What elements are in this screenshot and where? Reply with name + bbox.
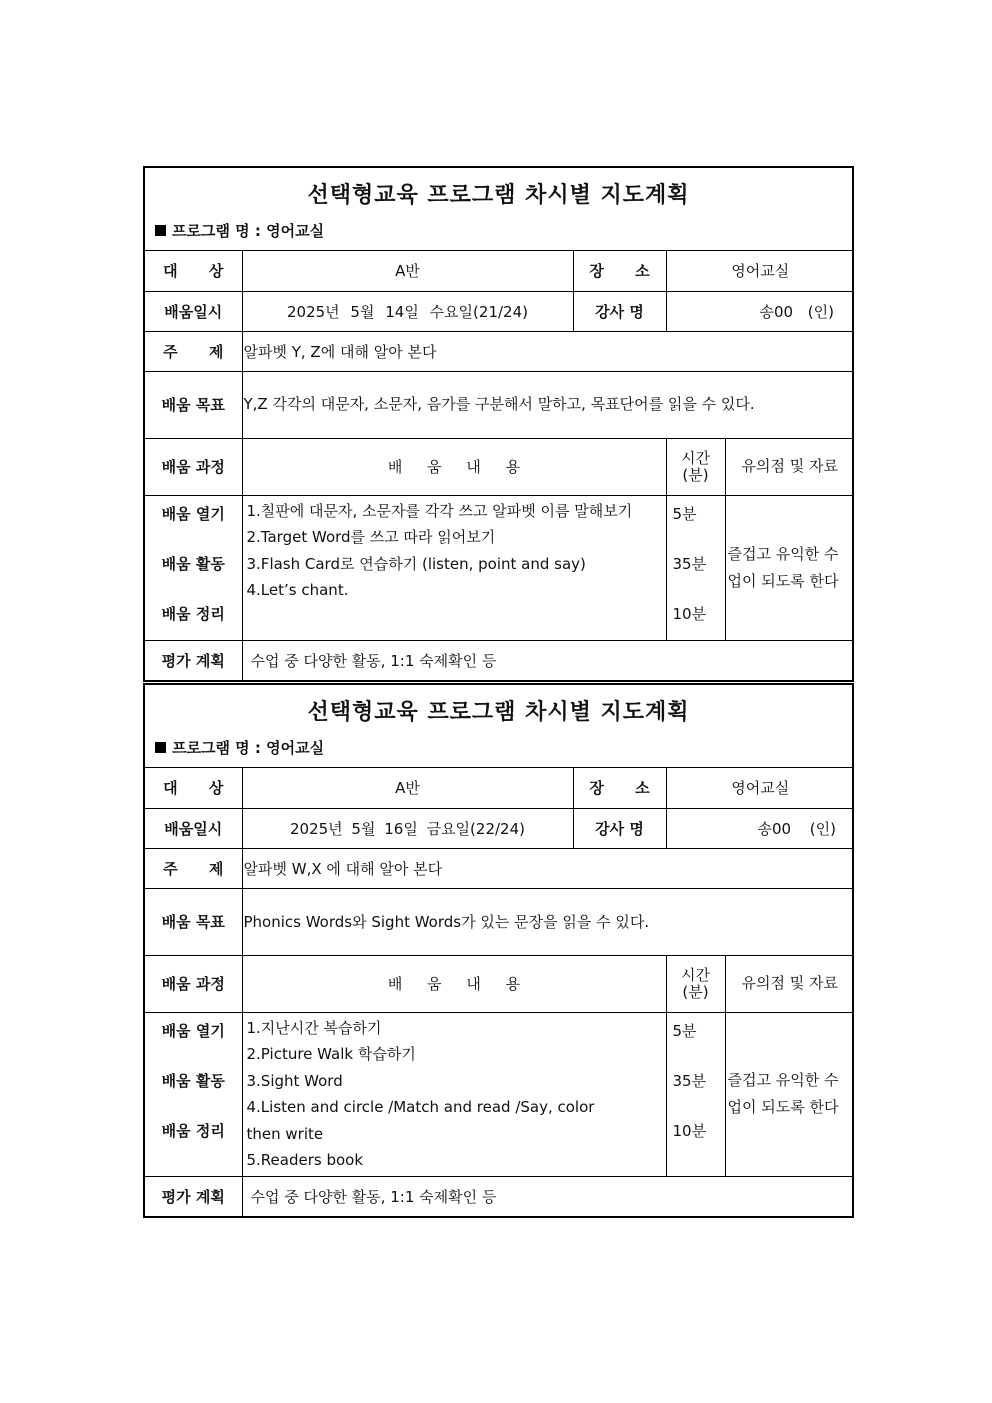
lesson-plan-1 bbox=[143, 166, 854, 682]
goal-value: Phonics Words와 Sight Words가 있는 문장을 읽을 수 있다. bbox=[242, 888, 854, 955]
program-name-line bbox=[155, 220, 324, 241]
goal-value: Y,Z 각각의 대문자, 소문자, 음가를 구분해서 말하고, 목표단어를 읽을 수 있다. bbox=[242, 371, 854, 438]
plan-title: 선택형교육 프로그램 차시별 지도계획 bbox=[307, 183, 690, 208]
notes-value: 즐겁고 유익한 수업이 되도록 한다 bbox=[725, 1012, 854, 1176]
place-label: 장 소 bbox=[573, 251, 666, 291]
goal-row bbox=[145, 371, 854, 438]
stage-close: 배움 정리 bbox=[161, 604, 225, 623]
stage-activity: 배움 활동 bbox=[161, 1071, 225, 1090]
goal-label: 배움 목표 bbox=[145, 371, 242, 438]
date-value: 2025년 5월 16일 금요일(22/24) bbox=[242, 808, 573, 848]
square-bullet-icon bbox=[155, 742, 166, 753]
target-value: A반 bbox=[242, 768, 573, 808]
time-activity: 35분 bbox=[672, 1071, 707, 1090]
time-values bbox=[666, 1012, 725, 1176]
content-header: 배 움 내 용 bbox=[242, 955, 666, 1012]
eval-value: 수업 중 다양한 활동, 1:1 숙제확인 등 bbox=[242, 640, 854, 680]
date-label: 배움일시 bbox=[145, 291, 242, 331]
content-line: 4.Let’s chant. bbox=[246, 581, 349, 599]
time-values bbox=[666, 495, 725, 640]
stage-close: 배움 정리 bbox=[161, 1121, 225, 1140]
time-close: 10분 bbox=[672, 604, 707, 623]
program-name-line bbox=[155, 737, 324, 758]
place-value: 영어교실 bbox=[666, 768, 854, 808]
time-activity: 35분 bbox=[672, 554, 707, 573]
process-label: 배움 과정 bbox=[145, 438, 242, 495]
place-label: 장 소 bbox=[573, 768, 666, 808]
topic-value: 알파벳 Y, Z에 대해 알아 본다 bbox=[242, 331, 854, 371]
topic-label: 주 제 bbox=[145, 331, 242, 371]
content-line: 2.Target Word를 쓰고 따라 읽어보기 bbox=[246, 528, 496, 546]
target-row bbox=[145, 251, 854, 291]
target-row bbox=[145, 768, 854, 808]
plan-table bbox=[145, 251, 854, 680]
content-list bbox=[242, 495, 666, 640]
eval-label: 평가 계획 bbox=[145, 1176, 242, 1216]
topic-row bbox=[145, 848, 854, 888]
notes-header: 유의점 및 자료 bbox=[725, 955, 854, 1012]
content-line: 1.지난시간 복습하기 bbox=[246, 1018, 382, 1037]
content-header: 배 움 내 용 bbox=[242, 438, 666, 495]
topic-row bbox=[145, 331, 854, 371]
eval-label: 평가 계획 bbox=[145, 640, 242, 680]
content-line: 3.Flash Card로 연습하기 (listen, point and say) bbox=[246, 554, 586, 573]
place-value: 영어교실 bbox=[666, 251, 854, 291]
target-value: A반 bbox=[242, 251, 573, 291]
date-value: 2025년 5월 14일 수요일(21/24) bbox=[242, 291, 573, 331]
time-header: 시간 (분) bbox=[666, 955, 725, 1012]
plan-table bbox=[145, 768, 854, 1216]
lesson-plan-2 bbox=[143, 683, 854, 1218]
topic-value: 알파벳 W,X 에 대해 알아 본다 bbox=[242, 848, 854, 888]
time-open: 5분 bbox=[672, 1021, 697, 1040]
plan-header bbox=[145, 685, 852, 768]
date-label: 배움일시 bbox=[145, 808, 242, 848]
teacher-label: 강사 명 bbox=[573, 291, 666, 331]
eval-row bbox=[145, 640, 854, 680]
content-line: 2.Picture Walk 학습하기 bbox=[246, 1045, 416, 1063]
content-list bbox=[242, 1012, 666, 1176]
teacher-label: 강사 명 bbox=[573, 808, 666, 848]
time-header: 시간 (분) bbox=[666, 438, 725, 495]
content-line: 5.Readers book bbox=[246, 1151, 364, 1169]
square-bullet-icon bbox=[155, 225, 166, 236]
eval-value: 수업 중 다양한 활동, 1:1 숙제확인 등 bbox=[242, 1176, 854, 1216]
notes-value: 즐겁고 유익한 수업이 되도록 한다 bbox=[725, 495, 854, 640]
topic-label: 주 제 bbox=[145, 848, 242, 888]
stage-labels bbox=[145, 1012, 242, 1176]
content-line: 1.칠판에 대문자, 소문자를 각각 쓰고 알파벳 이름 말해보기 bbox=[246, 501, 633, 520]
time-close: 10분 bbox=[672, 1121, 707, 1140]
process-header-row bbox=[145, 438, 854, 495]
stage-open: 배움 열기 bbox=[161, 504, 225, 523]
goal-row bbox=[145, 888, 854, 955]
eval-row bbox=[145, 1176, 854, 1216]
process-row bbox=[145, 495, 854, 640]
plan-header bbox=[145, 168, 852, 251]
content-line: 3.Sight Word bbox=[246, 1071, 343, 1090]
target-label: 대 상 bbox=[145, 251, 242, 291]
plan-title: 선택형교육 프로그램 차시별 지도계획 bbox=[307, 700, 690, 725]
process-header-row bbox=[145, 955, 854, 1012]
time-open: 5분 bbox=[672, 504, 697, 523]
date-row bbox=[145, 291, 854, 331]
program-name: 프로그램 명 : 영어교실 bbox=[172, 222, 325, 240]
notes-header: 유의점 및 자료 bbox=[725, 438, 854, 495]
program-name: 프로그램 명 : 영어교실 bbox=[172, 739, 325, 757]
target-label: 대 상 bbox=[145, 768, 242, 808]
teacher-value: 송00 (인) bbox=[666, 291, 854, 331]
stage-activity: 배움 활동 bbox=[161, 554, 225, 573]
stage-open: 배움 열기 bbox=[161, 1021, 225, 1040]
stage-labels bbox=[145, 495, 242, 640]
process-label: 배움 과정 bbox=[145, 955, 242, 1012]
date-row bbox=[145, 808, 854, 848]
process-row bbox=[145, 1012, 854, 1176]
teacher-value: 송00 (인) bbox=[666, 808, 854, 848]
content-line: 4.Listen and circle /Match and read /Say, color then write bbox=[246, 1098, 595, 1143]
goal-label: 배움 목표 bbox=[145, 888, 242, 955]
